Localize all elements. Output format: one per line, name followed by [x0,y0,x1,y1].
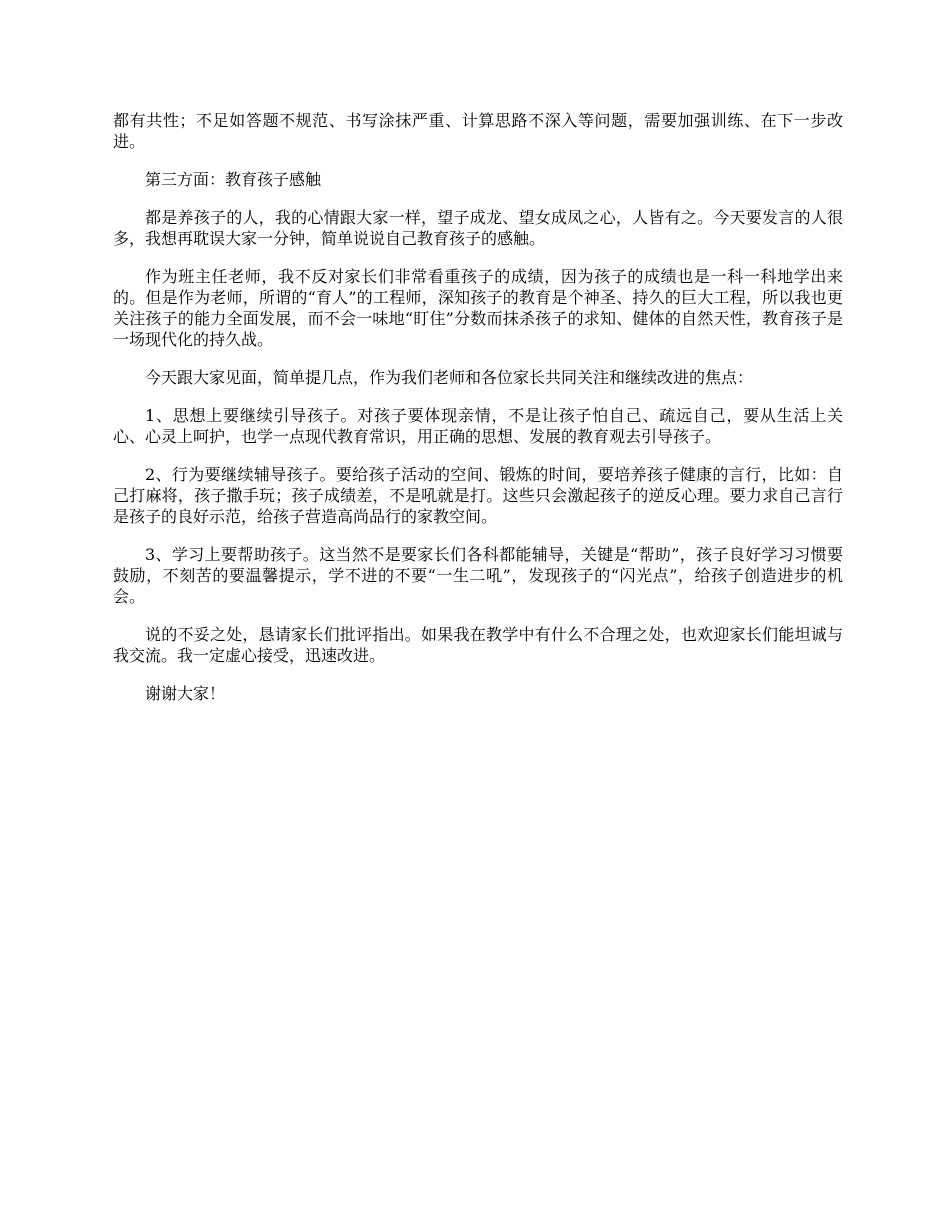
paragraph: 今天跟大家见面，简单提几点，作为我们老师和各位家长共同关注和继续改进的焦点： [145,368,754,387]
document-body [113,110,843,721]
list-item: 2、行为要继续辅导孩子。要给孩子活动的空间、锻炼的时间，要培养孩子健康的言行，比如：自己打麻将，孩子撒手玩；孩子成绩差，不是吼就是打。这些只会激起孩子的逆反心理。要力求自己言行是孩子的良好示范，给孩子营造高尚品行的家教空间。 [113,465,843,526]
list-item: 3、学习上要帮助孩子。这当然不是要家长们各科都能辅导，关键是“帮助”，孩子良好学习习惯要鼓励，不刻苦的要温馨提示，学不进的不要“一生二吼”，发现孩子的“闪光点”，给孩子创造进步的机会。 [113,545,843,606]
section-heading: 第三方面：教育孩子感触 [145,170,322,189]
paragraph: 说的不妥之处，恳请家长们批评指出。如果我在教学中有什么不合理之处，也欢迎家长们能坦诚与我交流。我一定虚心接受，迅速改进。 [113,625,843,665]
list-item: 1、思想上要继续引导孩子。对孩子要体现亲情，不是让孩子怕自己、疏远自己，要从生活上关心、心灵上呵护，也学一点现代教育常识，用正确的思想、发展的教育观去引导孩子。 [113,406,843,446]
paragraph: 作为班主任老师，我不反对家长们非常看重孩子的成绩，因为孩子的成绩也是一科一科地学出来的。但是作为老师，所谓的“育人”的工程师，深知孩子的教育是个神圣、持久的巨大工程，所以我也更关注孩子的能力全面发展，而不会一味地“盯住”分数而抹杀孩子的求知、健体的自然天性，教育孩子是一场现代化的持久战。 [113,267,843,349]
closing-line: 谢谢大家！ [145,684,226,703]
paragraph-continuation: 都有共性；不足如答题不规范、书写涂抹严重、计算思路不深入等问题，需要加强训练、在下一步改进。 [113,111,843,151]
paragraph: 都是养孩子的人，我的心情跟大家一样，望子成龙、望女成凤之心，人皆有之。今天要发言的人很多，我想再耽误大家一分钟，简单说说自己教育孩子的感触。 [113,208,843,248]
